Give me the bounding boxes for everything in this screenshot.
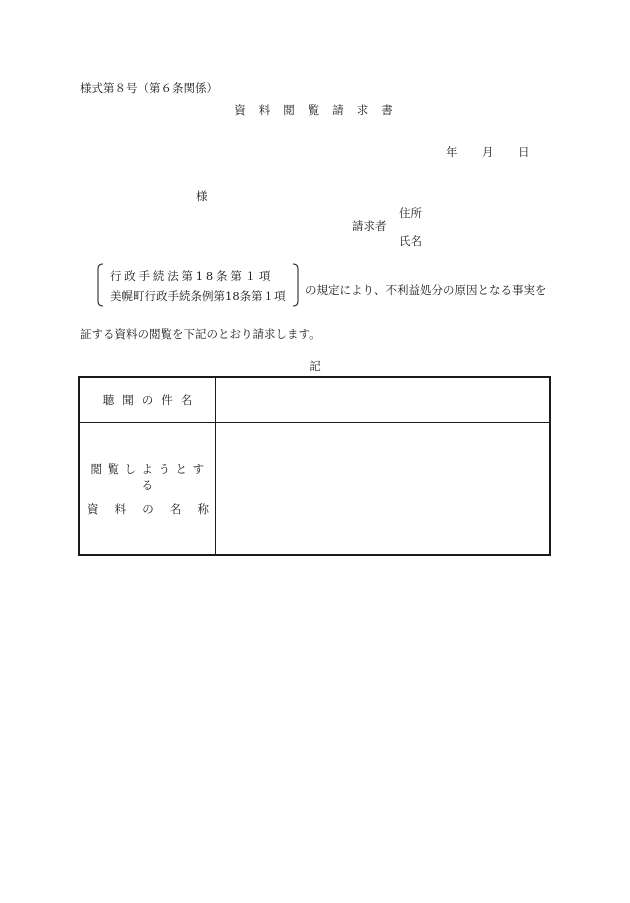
month-label: 月 (482, 145, 494, 159)
year-label: 年 (446, 145, 458, 159)
ki-heading: 記 (309, 359, 321, 373)
table-row (79, 423, 550, 556)
day-label: 日 (518, 145, 530, 159)
date-line (446, 144, 530, 160)
document-name-label (79, 423, 216, 556)
body-text-line1: の規定により、不利益処分の原因となる事実を (305, 283, 547, 297)
form-number: 様式第８号（第６条関係） (80, 81, 218, 95)
hearing-subject-field[interactable] (216, 377, 551, 423)
body-text-line2: 証する資料の閲覧を下記のとおり請求します。 (80, 327, 321, 341)
name-label: 氏名 (399, 234, 422, 248)
request-table (78, 376, 551, 556)
law-reference-group (96, 263, 306, 307)
table-row (79, 377, 550, 423)
address-label: 住所 (399, 206, 422, 220)
hearing-subject-label: 聴聞の件名 (79, 377, 216, 423)
document-name-label-line2: 資 料 の 名 称 (87, 501, 209, 516)
document-title: 資料閲覧請求書 (234, 103, 406, 117)
law-option-1: 行政手続法第18条第１項 (110, 269, 274, 283)
requester-label: 請求者 (352, 219, 387, 233)
document-name-label-line1: 閲覧しようとする (90, 461, 210, 492)
left-bracket-icon (96, 263, 104, 307)
law-option-2: 美幌町行政手続条例第18条第１項 (110, 289, 286, 303)
document-name-field[interactable] (216, 423, 551, 556)
addressee-suffix: 様 (196, 189, 208, 203)
right-bracket-icon (292, 263, 300, 307)
